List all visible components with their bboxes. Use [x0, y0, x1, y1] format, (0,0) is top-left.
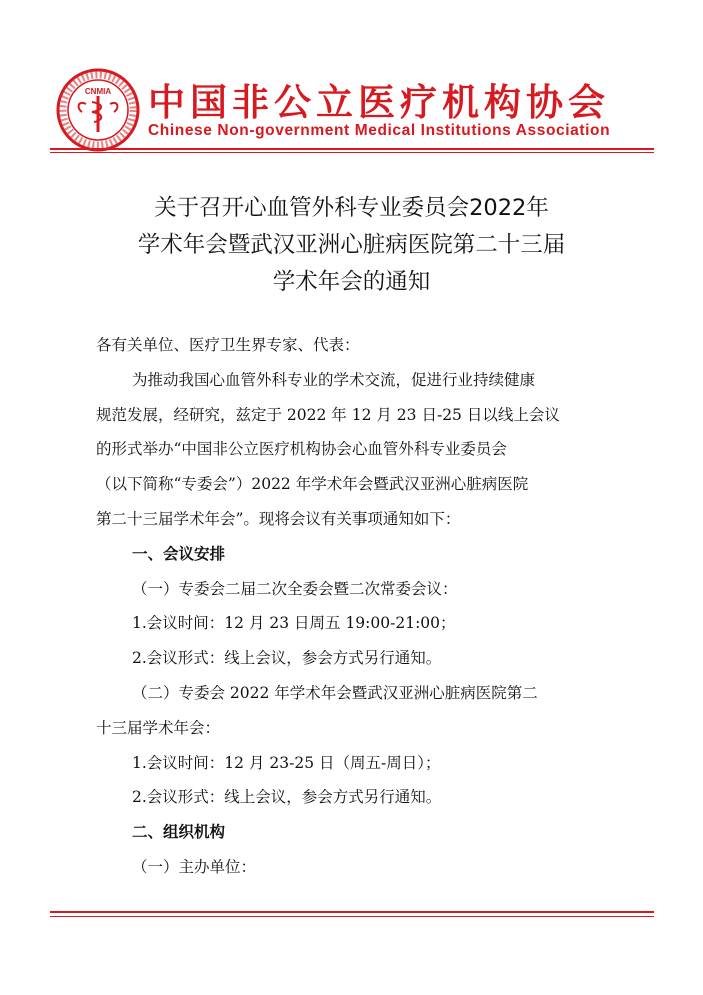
org-name-en: Chinese Non-government Medical Institutions Association	[148, 122, 611, 139]
intro-line-3: 的形式举办“中国非公立医疗机构协会心血管外科专业委员会	[96, 440, 507, 459]
title-line-1: 关于召开心血管外科专业委员会2022年	[154, 195, 549, 221]
sub-2-heading-line-2: 十三届学术年会：	[96, 718, 221, 737]
footer-rule-thin	[50, 916, 654, 917]
sub-1-item-2: 2.会议形式：线上会议，参会方式另行通知。	[132, 649, 442, 668]
org-name-cn: 中国非公立医疗机构协会	[148, 81, 610, 124]
notice-title	[80, 190, 623, 301]
notice-body	[96, 328, 616, 885]
intro-line-2: 规范发展，经研究，兹定于 2022 年 12 月 23 日-25 日以线上会议	[96, 405, 560, 424]
sub-2-item-2: 2.会议形式：线上会议，参会方式另行通知。	[132, 788, 442, 807]
sub-1-heading: （一）专委会二届二次全委会暨二次常委会议：	[132, 579, 458, 598]
intro-line-4: （以下简称“专委会”）2022 年学术年会暨武汉亚洲心脏病医院	[96, 475, 529, 494]
header-rule-thin	[50, 152, 654, 153]
title-line-3: 学术年会的通知	[272, 269, 431, 295]
sub-2-heading-line-1: （二）专委会 2022 年学术年会暨武汉亚洲心脏病医院第二	[132, 683, 538, 702]
footer-rule-thick	[50, 911, 654, 913]
intro-line-1: 为推动我国心血管外科专业的学术交流，促进行业持续健康	[132, 370, 536, 389]
intro-line-5: 第二十三届学术年会”。现将会议有关事项通知如下：	[96, 509, 461, 528]
association-logo-icon	[56, 68, 140, 152]
title-line-2: 学术年会暨武汉亚洲心脏病医院第二十三届	[137, 232, 566, 258]
salutation: 各有关单位、医疗卫生界专家、代表：	[96, 336, 360, 354]
sub-1-item-1: 1.会议时间：12 月 23 日周五 19:00-21:00；	[132, 614, 456, 633]
section-2-heading: 二、组织机构	[132, 823, 226, 842]
sub-2-item-1: 1.会议时间：12 月 23-25 日（周五-周日）；	[132, 753, 441, 772]
header-rule-thick	[50, 148, 654, 150]
section-1-heading: 一、会议安排	[132, 544, 226, 563]
logo-text: CNMIA	[84, 87, 112, 96]
sub-3-heading: （一）主办单位：	[132, 857, 257, 876]
